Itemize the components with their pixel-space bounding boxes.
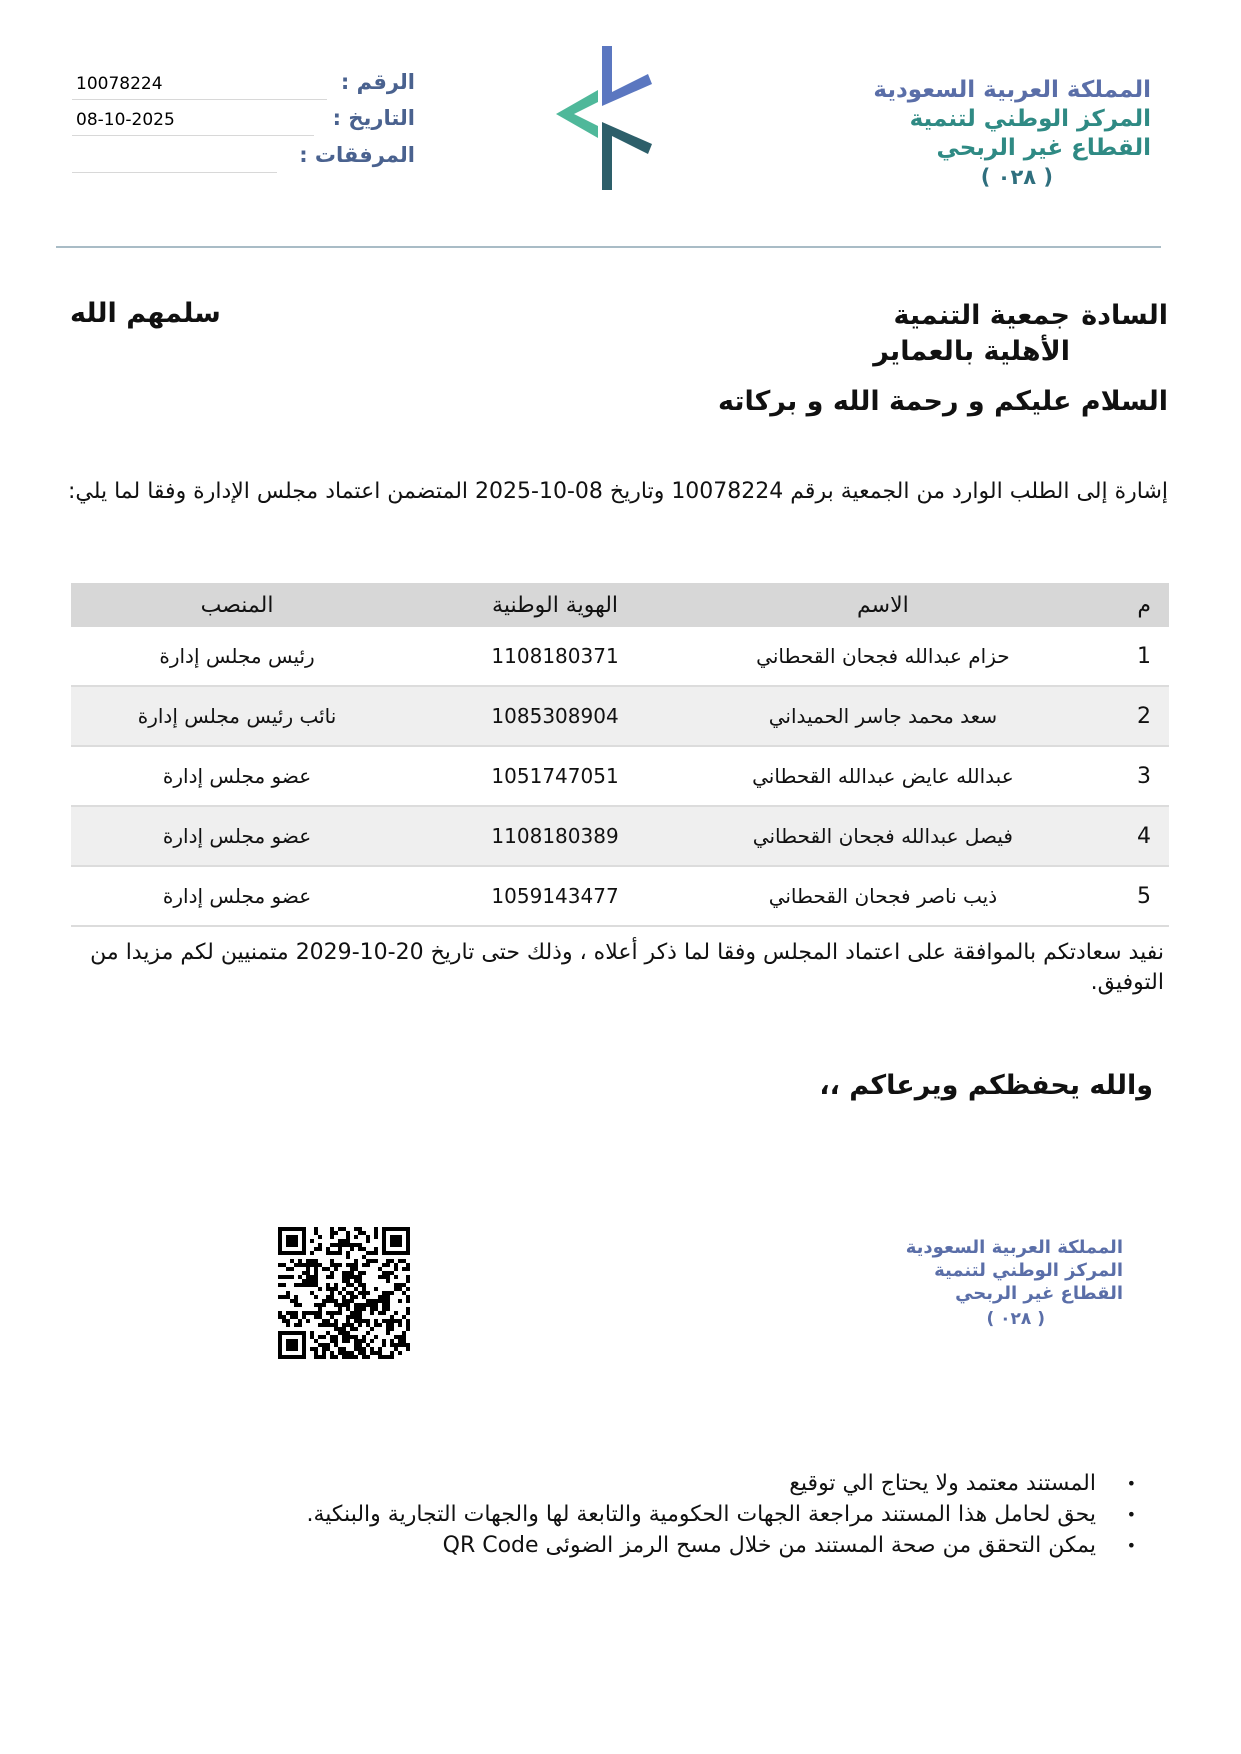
date-underline xyxy=(72,135,314,136)
qr-code-icon xyxy=(278,1227,410,1359)
cell-name: سعد محمد جاسر الحميداني xyxy=(707,686,1059,746)
table-row xyxy=(71,686,1169,746)
stamp-line-1: المملكة العربية السعودية xyxy=(905,1237,1123,1258)
addressee-name: جمعية التنمية الأهلية بالعماير xyxy=(873,300,1070,367)
org-line-2: المركز الوطني لتنمية xyxy=(909,106,1151,132)
cell-id: 1059143477 xyxy=(403,866,707,926)
cell-name: عبدالله عايض عبدالله القحطاني xyxy=(707,746,1059,806)
org-name-block xyxy=(873,76,1151,191)
number-value: 10078224 xyxy=(76,74,163,94)
header-id: الهوية الوطنية xyxy=(403,583,707,627)
cell-no: 2 xyxy=(1059,686,1169,746)
list-item: • يحق لحامل هذا المستند مراجعة الجهات الحكومية والتابعة لها والجهات التجارية والبنكية. xyxy=(236,1499,1136,1530)
table-row xyxy=(71,866,1169,926)
cell-no: 1 xyxy=(1059,627,1169,686)
table-row xyxy=(71,746,1169,806)
header-role: المنصب xyxy=(71,583,403,627)
cell-role: عضو مجلس إدارة xyxy=(71,806,403,866)
cell-name: ذيب ناصر فجحان القحطاني xyxy=(707,866,1059,926)
stamp-line-3: القطاع غير الربحي xyxy=(955,1283,1123,1304)
addressee-label: السادة xyxy=(1081,300,1168,331)
cell-id: 1051747051 xyxy=(403,746,707,806)
meta-date-row xyxy=(70,106,415,140)
org-line-3: القطاع غير الربحي xyxy=(936,135,1151,161)
header-name: الاسم xyxy=(707,583,1059,627)
notes-list xyxy=(236,1468,1136,1561)
table-header-row xyxy=(71,583,1169,627)
stamp-line-2: المركز الوطني لتنمية xyxy=(934,1260,1123,1281)
board-members-table xyxy=(71,583,1169,927)
list-item: • المستند معتمد ولا يحتاج الي توقيع xyxy=(236,1468,1136,1499)
number-label: الرقم : xyxy=(340,70,415,94)
cell-id: 1108180389 xyxy=(403,806,707,866)
cell-id: 1108180371 xyxy=(403,627,707,686)
header-no: م xyxy=(1059,583,1169,627)
cell-no: 5 xyxy=(1059,866,1169,926)
org-number: ( ٠٢٨ ) xyxy=(980,165,1053,189)
cell-role: عضو مجلس إدارة xyxy=(71,746,403,806)
greeting-text: السلام عليكم و رحمة الله و بركاته xyxy=(717,386,1168,417)
list-item: • يمكن التحقق من صحة المستند من خلال مسح الرمز الضوئى QR Code xyxy=(236,1530,1136,1561)
attachments-label: المرفقات : xyxy=(299,143,415,167)
org-line-1: المملكة العربية السعودية xyxy=(873,77,1151,103)
regards-text: سلمهم الله xyxy=(70,298,221,329)
cell-role: عضو مجلس إدارة xyxy=(71,866,403,926)
date-value: 08-10-2025 xyxy=(76,110,175,130)
table-row xyxy=(71,806,1169,866)
date-label: التاريخ : xyxy=(332,106,415,130)
cell-no: 3 xyxy=(1059,746,1169,806)
header-divider xyxy=(56,246,1161,248)
cell-id: 1085308904 xyxy=(403,686,707,746)
cell-name: حزام عبدالله فجحان القحطاني xyxy=(707,627,1059,686)
intro-paragraph: إشارة إلى الطلب الوارد من الجمعية برقم 10078224 وتاريخ 08-10-2025 المتضمن اعتماد مجلس الإدارة وفقا لما يلي: xyxy=(67,479,1168,504)
stamp-number: ( ٠٢٨ ) xyxy=(986,1309,1045,1329)
cell-no: 4 xyxy=(1059,806,1169,866)
center-logo-icon xyxy=(548,44,668,194)
cell-name: فيصل عبدالله فجحان القحطاني xyxy=(707,806,1059,866)
meta-number-row xyxy=(70,70,415,104)
number-underline xyxy=(72,99,327,100)
table-row xyxy=(71,627,1169,686)
cell-role: نائب رئيس مجلس إدارة xyxy=(71,686,403,746)
meta-attachments-row xyxy=(70,143,415,177)
attachments-underline xyxy=(72,172,277,173)
stamp-block xyxy=(906,1236,1123,1333)
closing-text: والله يحفظكم ويرعاكم ،، xyxy=(819,1070,1153,1101)
cell-role: رئيس مجلس إدارة xyxy=(71,627,403,686)
approval-paragraph: نفيد سعادتكم بالموافقة على اعتماد المجلس وفقا لما ذكر أعلاه ، وذلك حتى تاريخ 20-10-2029 متمنيين لكم مزيدا من التوفيق. xyxy=(90,940,1164,995)
